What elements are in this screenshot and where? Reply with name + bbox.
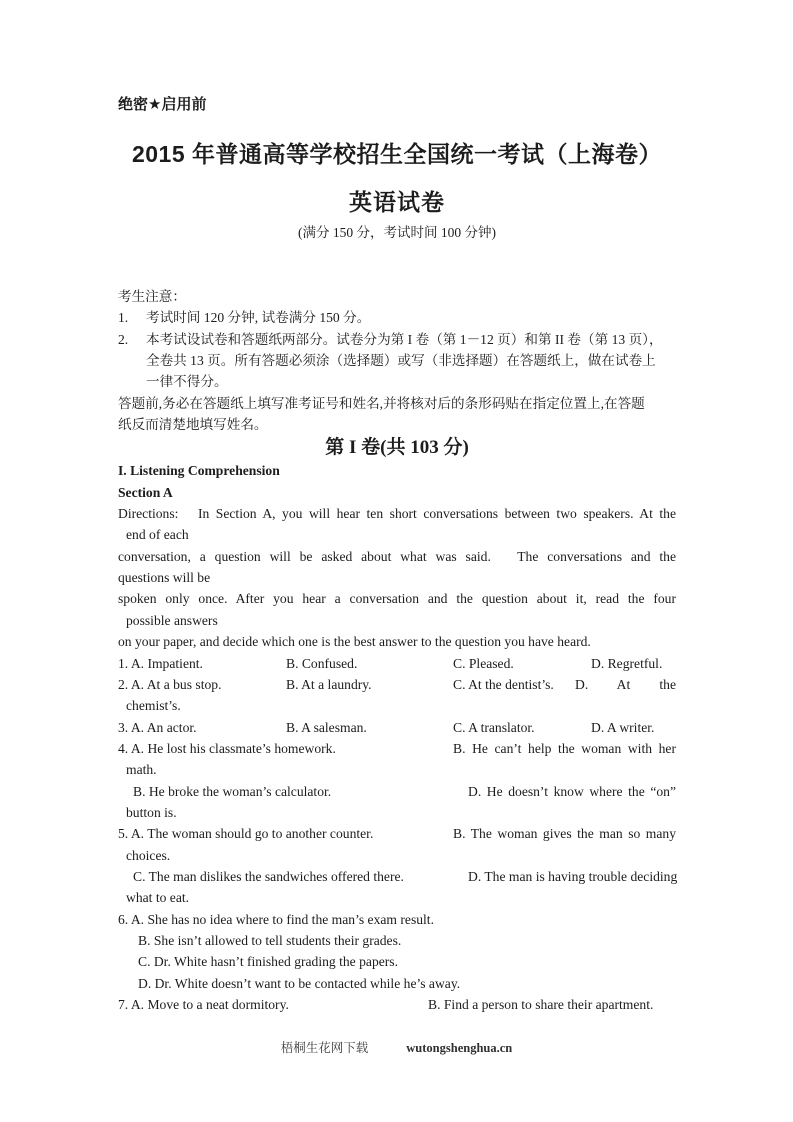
section-listening-heading: I. Listening Comprehension xyxy=(118,463,280,479)
question-4-row-1 xyxy=(118,738,676,759)
question-5-row-1 xyxy=(118,823,676,844)
q2-option-b: B. At a laundry. xyxy=(286,676,372,692)
notice-heading: 考生注意： xyxy=(118,289,186,304)
directions-line-4: questions will be xyxy=(118,570,211,586)
page-footer xyxy=(0,1040,793,1057)
q3-option-d: D. A writer. xyxy=(591,719,655,735)
notice-item-2-line-1: 本考试设试卷和答题纸两部分。试卷分为第 I 卷（第 1－12 页）和第 II 卷（第 13 页）， xyxy=(146,331,663,347)
q6-option-a: 6. A. She has no idea where to find the man’s exam result. xyxy=(118,911,434,927)
q5-option-a: 5. A. The woman should go to another counter. xyxy=(118,826,374,842)
q3-option-b: B. A salesman. xyxy=(286,719,367,735)
subject-title: 英语试卷 xyxy=(349,189,445,215)
q5-option-d-continuation: what to eat. xyxy=(126,890,190,906)
notice-item-1 xyxy=(118,307,676,328)
q6-option-d: D. Dr. White doesn’t want to be contacted while he’s away. xyxy=(138,975,461,991)
q2-option-a: 2. A. At a bus stop. xyxy=(118,676,222,692)
q1-option-a: 1. A. Impatient. xyxy=(118,655,203,671)
classification-banner: 绝密★启用前 xyxy=(118,96,207,113)
paper-body xyxy=(118,286,676,1015)
q4-option-b-continuation: math. xyxy=(126,762,157,778)
q4-option-d-continuation: button is. xyxy=(126,804,177,820)
directions-line-5: spoken only once. After you hear a conversation and the question about it, read the four xyxy=(118,591,676,607)
q2-option-c: C. At the dentist’s. xyxy=(453,676,554,692)
q5-option-b: B. The woman gives the man so many xyxy=(453,826,676,842)
notice-item-1-number: 1. xyxy=(118,310,129,326)
notice-item-1-text: 考试时间 120 分钟, 试卷满分 150 分。 xyxy=(146,310,371,326)
q4-option-b: B. He can’t help the woman with her xyxy=(453,740,676,756)
notice-item-2-line-2: 全卷共 13 页。所有答题必须涂（选择题）或写（非选择题）在答题纸上，做在试卷上 xyxy=(146,353,656,369)
q7-option-a: 7. A. Move to a neat dormitory. xyxy=(118,997,289,1012)
q4-option-a: 4. A. He lost his classmate’s homework. xyxy=(118,740,336,756)
section-a-heading: Section A xyxy=(118,484,173,500)
q2-option-d: D. At the xyxy=(575,676,676,692)
q5-option-b-continuation: choices. xyxy=(126,847,171,863)
q4-option-b2: B. He broke the woman’s calculator. xyxy=(133,783,332,799)
q3-option-c: C. A translator. xyxy=(453,719,535,735)
q4-option-d: D. He doesn’t know where the “on” xyxy=(468,783,676,799)
exam-title: 2015 年普通高等学校招生全国统一考试（上海卷） xyxy=(131,141,663,167)
q3-option-a: 3. A. An actor. xyxy=(118,719,197,735)
q5-option-c: C. The man dislikes the sandwiches offered there. xyxy=(133,868,404,884)
notice-item-2 xyxy=(118,329,676,350)
q6-option-b: B. She isn’t allowed to tell students their grades. xyxy=(138,932,402,948)
footer-site-domain: wutongshenghua.cn xyxy=(406,1041,513,1055)
q1-option-d: D. Regretful. xyxy=(591,655,663,671)
question-5-row-2 xyxy=(118,866,676,887)
question-3-row xyxy=(118,717,676,738)
notice-paragraph-line-2: 纸反而清楚地填写姓名。 xyxy=(118,417,268,433)
score-duration-note: (满分 150 分，考试时间 100 分钟) xyxy=(298,225,496,240)
question-7-row xyxy=(118,994,676,1015)
q1-option-b: B. Confused. xyxy=(286,655,358,671)
part-1-heading: 第 I 卷(共 103 分) xyxy=(325,437,469,459)
question-4-row-2 xyxy=(118,781,676,802)
q6-option-c: C. Dr. White hasn’t finished grading the papers. xyxy=(138,954,398,970)
directions-line-3: conversation, a question will be asked about what was said. The conversations and the xyxy=(118,548,676,564)
question-1-row xyxy=(118,653,676,674)
directions-line-2: end of each xyxy=(126,527,189,543)
footer-site-name: 梧桐生花网下载 xyxy=(280,1041,369,1055)
directions-line-7: on your paper, and decide which one is the best answer to the question you have heard. xyxy=(118,634,591,650)
directions-line-1: Directions: In Section A, you will hear ten short conversations between two speakers. At the xyxy=(118,506,676,522)
q5-option-d: D. The man is having trouble deciding xyxy=(468,868,678,884)
question-2-row xyxy=(118,674,676,695)
q1-option-c: C. Pleased. xyxy=(453,655,514,671)
notice-paragraph-line-1: 答题前,务必在答题纸上填写准考证号和姓名,并将核对后的条形码贴在指定位置上,在答题 xyxy=(118,395,645,411)
notice-item-2-number: 2. xyxy=(118,331,129,347)
notice-item-2-line-3: 一律不得分。 xyxy=(146,374,228,390)
directions-line-6: possible answers xyxy=(126,612,218,628)
q7-option-b: B. Find a person to share their apartment. xyxy=(428,997,654,1012)
q2-option-d-continuation: chemist’s. xyxy=(126,698,181,714)
